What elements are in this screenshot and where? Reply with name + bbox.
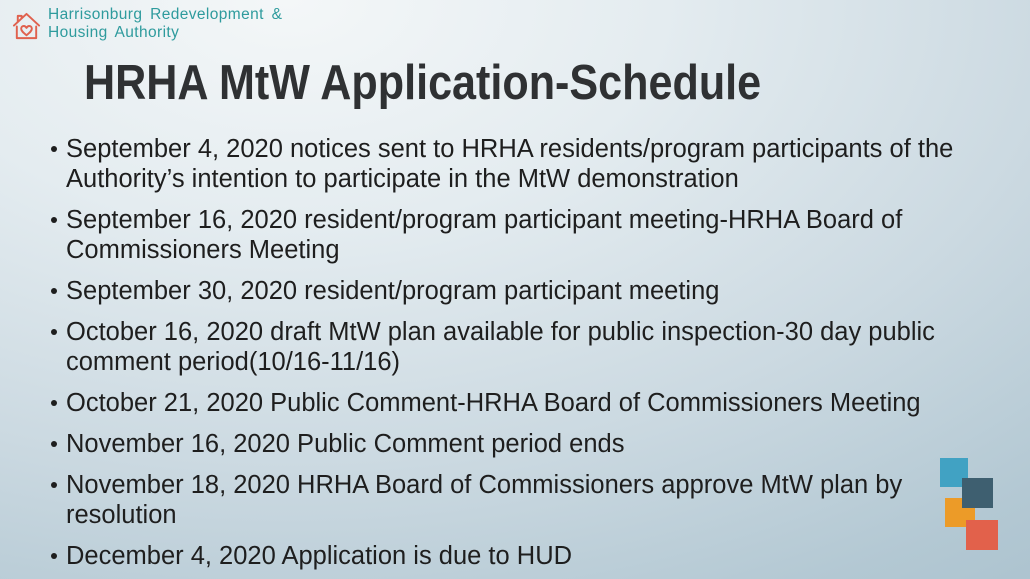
list-item: October 21, 2020 Public Comment-HRHA Board of Commissioners Meeting xyxy=(48,388,966,418)
red-square-decoration xyxy=(966,520,998,550)
schedule-bullet-list xyxy=(48,134,966,579)
house-heart-icon xyxy=(11,9,42,44)
list-item: September 16, 2020 resident/program participant meeting-HRHA Board of Commissioners Meeting xyxy=(48,205,966,265)
list-item: September 4, 2020 notices sent to HRHA residents/program participants of the Authority’s intention to participate in the MtW demonstration xyxy=(48,134,966,194)
org-name-line1: Harrisonburg Redevelopment & xyxy=(48,6,283,23)
list-item: November 18, 2020 HRHA Board of Commissioners approve MtW plan by resolution xyxy=(48,470,966,530)
org-name xyxy=(48,6,282,42)
slate-square-decoration xyxy=(962,478,993,508)
list-item: December 4, 2020 Application is due to HUD xyxy=(48,541,966,571)
org-name-line2: Housing Authority xyxy=(48,24,180,41)
org-logo xyxy=(11,6,282,44)
list-item: October 16, 2020 draft MtW plan available for public inspection-30 day public comment period(10/16-11/16) xyxy=(48,317,966,377)
list-item: September 30, 2020 resident/program participant meeting xyxy=(48,276,966,306)
page-title: HRHA MtW Application-Schedule xyxy=(84,56,762,110)
list-item: November 16, 2020 Public Comment period ends xyxy=(48,429,966,459)
